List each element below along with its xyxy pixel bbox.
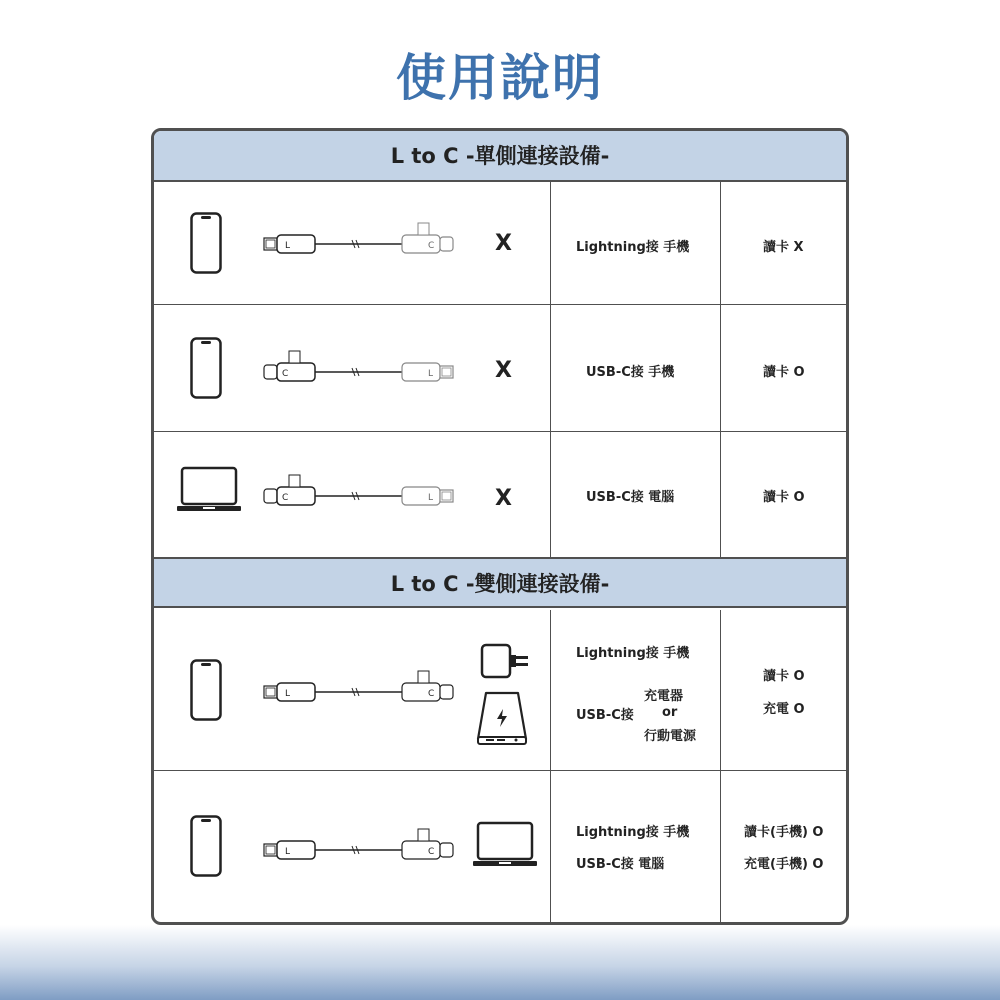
row-divider	[154, 770, 846, 771]
result-text: 讀卡 O	[763, 669, 805, 684]
plug-left-label: L	[285, 241, 291, 251]
laptop-icon	[472, 821, 538, 869]
target-mark: X	[495, 358, 512, 383]
plug-left-label: L	[285, 689, 291, 699]
row-divider	[154, 304, 846, 305]
phone-icon	[190, 815, 224, 877]
plug-right-label: C	[428, 689, 435, 699]
plug-left-label: C	[282, 369, 289, 379]
bottom-gradient-band	[0, 925, 1000, 1000]
connection-text: USB-C接 電腦	[586, 490, 675, 505]
connection-text: Lightning接 手機	[576, 240, 690, 255]
column-divider	[550, 182, 551, 557]
connection-text: USB-C接 電腦	[576, 857, 665, 872]
phone-icon	[190, 337, 224, 399]
column-divider	[720, 182, 721, 557]
result-text: 充電 O	[763, 702, 805, 717]
section-header-double: L to C -雙側連接設備-	[154, 557, 846, 608]
result-text: 充電(手機) O	[744, 857, 824, 872]
wall-charger-icon	[480, 643, 532, 681]
connection-text: Lightning接 手機	[576, 825, 690, 840]
result-text: 讀卡(手機) O	[744, 825, 824, 840]
plug-left-label: L	[285, 847, 291, 857]
connection-prefix-text: USB-C接	[576, 708, 634, 723]
result-text: 讀卡 O	[763, 490, 805, 505]
connection-text: USB-C接 手機	[586, 365, 675, 380]
l-to-c-cable-icon	[262, 669, 458, 705]
target-mark: X	[495, 486, 512, 511]
power-bank-icon	[476, 691, 528, 747]
c-to-l-cable-icon	[262, 349, 458, 385]
laptop-icon	[176, 466, 242, 514]
l-to-c-cable-icon	[262, 221, 458, 257]
plug-left-label: C	[282, 493, 289, 503]
result-text: 讀卡 X	[763, 240, 804, 255]
plug-right-label: L	[428, 493, 434, 503]
column-divider	[720, 610, 721, 925]
page-title: 使用說明	[396, 49, 604, 107]
column-divider	[550, 610, 551, 925]
row-divider	[154, 431, 846, 432]
connection-option-powerbank: 行動電源	[644, 729, 697, 744]
instruction-table	[151, 128, 849, 925]
result-text: 讀卡 O	[763, 365, 805, 380]
plug-right-label: C	[428, 847, 435, 857]
connection-text: Lightning接 手機	[576, 646, 690, 661]
l-to-c-cable-icon	[262, 827, 458, 863]
plug-right-label: L	[428, 369, 434, 379]
phone-icon	[190, 659, 224, 721]
connection-option-or: or	[662, 705, 678, 720]
plug-right-label: C	[428, 241, 435, 251]
c-to-l-cable-icon	[262, 473, 458, 509]
target-mark: X	[495, 231, 512, 256]
phone-icon	[190, 212, 224, 274]
section-header-single: L to C -單側連接設備-	[154, 131, 846, 182]
connection-option-charger: 充電器	[644, 689, 684, 704]
